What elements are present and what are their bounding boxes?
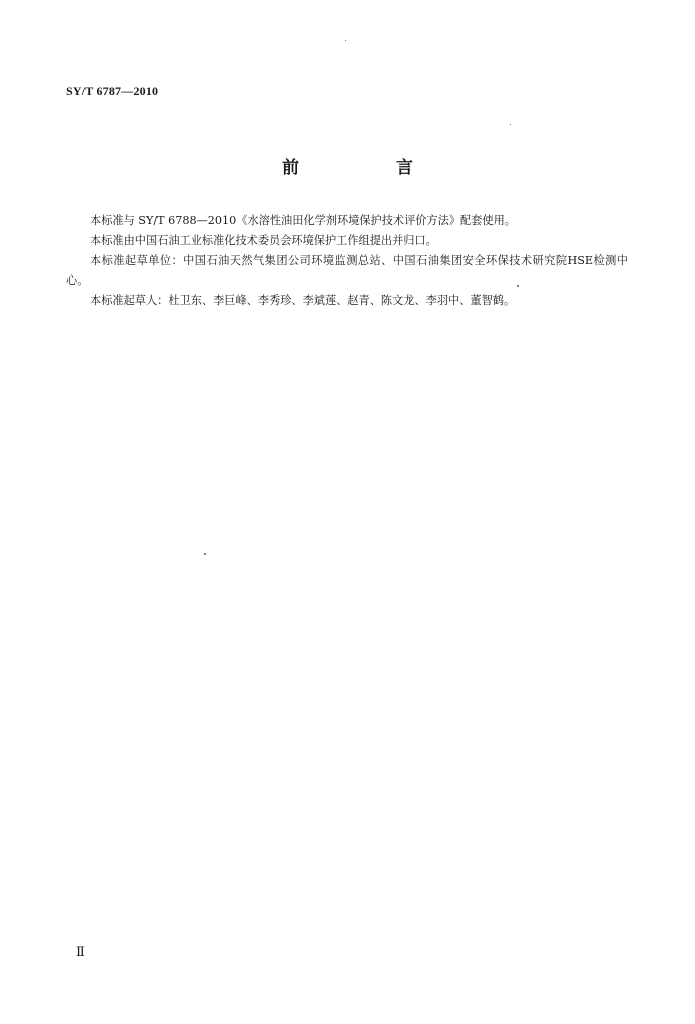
scan-speck: [510, 124, 511, 125]
scan-speck: [204, 553, 206, 555]
foreword-body: [66, 211, 628, 311]
paragraph-drafting-units: 本标准起草单位：中国石油天然气集团公司环境监测总站、中国石油集团安全环保技术研究院HSE检测中心。: [66, 254, 628, 287]
scan-speck: [345, 40, 346, 41]
page-title: 前 言: [282, 158, 453, 178]
paragraph-companion-standard: 本标准与 SY/T 6788—2010《水溶性油田化学剂环境保护技术评价方法》配套使用。: [90, 214, 516, 227]
scan-speck: [517, 285, 519, 287]
standard-code-header: SY/T 6787—2010: [66, 84, 159, 98]
paragraph-proposing-body: 本标准由中国石油工业标准化技术委员会环境保护工作组提出并归口。: [90, 234, 437, 247]
paragraph-drafters: 本标准起草人：杜卫东、李巨峰、李秀珍、李斌莲、赵青、陈文龙、李羽中、董智鹤。: [90, 294, 516, 307]
page-number: Ⅱ: [76, 944, 85, 959]
